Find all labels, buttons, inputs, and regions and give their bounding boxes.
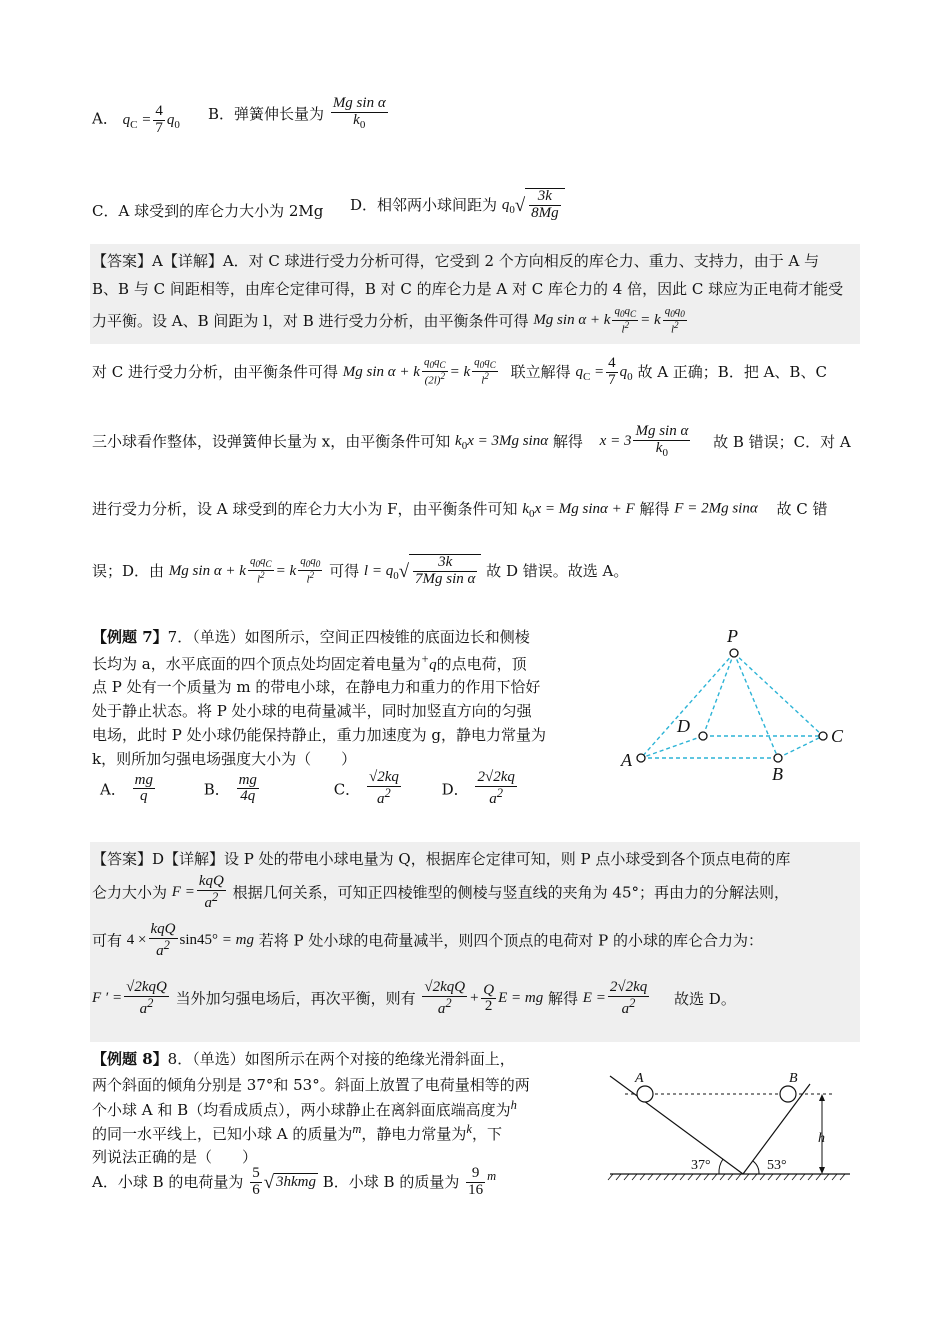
- example7-line2: 长均为 a，水平底面的四个顶点处均固定着电量为+q的点电荷，顶: [92, 652, 527, 673]
- label-angle-53: 53°: [767, 1158, 787, 1173]
- answer6-line3: 力平衡。设 A、B 间距为 l，对 B 进行受力分析，由平衡条件可得 Mg sin α + k $\frac{q_0q_C}{l^2}$ = k $\frac{q_0q_0}{l^2}$: [92, 306, 689, 336]
- label-p: P: [727, 626, 738, 646]
- label-h: h: [818, 1131, 825, 1146]
- vertex-p: [730, 649, 738, 657]
- formula-b-balance: Mg sin α + k $\frac{q_0q_C}{l^2}$ = k $\frac{q_0q_0}{l^2}$: [533, 305, 685, 336]
- option7-a-formula: $\frac{mg}{q}$: [134, 771, 153, 805]
- formula-x: x = 3 $\frac{\text{Mg sin α}}{k_0}$: [599, 423, 689, 459]
- option7-c-formula: $\frac{√2kq}{a^2}$: [368, 769, 399, 807]
- example8-line5: 列说法正确的是（ ）: [92, 1148, 258, 1166]
- option7-b-formula: $\frac{mg}{4q}$: [238, 771, 257, 805]
- label-ball-a: A: [635, 1071, 644, 1086]
- answer6-line1: 【答案】A【详解】A．对 C 球进行受力分析可得，它受到 2 个方向相反的库仑力、重力、支持力，由于 A 与: [92, 252, 820, 270]
- formula-spacing: $q_0√$ $\frac{3k}{8Mg}$: [502, 197, 565, 213]
- example7-line1: 【例题 7】7．（单选）如图所示，空间正四棱锥的底面边长和侧棱: [92, 628, 530, 646]
- formula-d-balance: Mg sin α + k $\frac{q_0q_C}{l^2}$ = k $\frac{q_0q_0}{l^2}$: [168, 555, 321, 586]
- formula-coulomb: F = $\frac{\text{kqQ}}{a^2}$: [171, 873, 224, 911]
- option-b: B．弹簧伸长量为 $\frac{\text{Mg sin α}}{k_0}$: [208, 95, 386, 131]
- edge-pd: [703, 653, 734, 736]
- answer6-line7: 误；D．由 Mg sin α + k $\frac{q_0q_C}{l^2}$ = k $\frac{q_0q_0}{l^2}$ 可得 $l = q_0√$ $\frac{3k}{\text{7Mg sin α}}$ 故 D 错误。故选 A。: [92, 554, 629, 587]
- option8-b-formula: $\frac{9}{16}$ $^m$: [468, 1165, 497, 1198]
- ground-hatching: [608, 1174, 845, 1180]
- angle-arc-left: [719, 1159, 723, 1174]
- vertex-a: [637, 754, 645, 762]
- answer6-line4: 对 C 进行受力分析，由平衡条件可得 Mg sin α + k $\frac{q_0q_C}{(2l)^2}$ = k $\frac{q_0q_C}{l^2}$ 联立解得 $q_C$ = $\frac{4}{7}$ $q_0$ 故 A 正确；B．把 A、B、C: [92, 355, 827, 388]
- label-d: D: [677, 716, 690, 736]
- example8-line4: 的同一水平线上，已知小球 A 的质量为$^m$，静电力常量为$^k$，下: [92, 1122, 502, 1143]
- answer7-line4: F ′ = $\frac{\text{√2kqQ}}{a^2}$ 当外加匀强电场后，再次平衡，则有 $\frac{\text{√2kqQ}}{a^2}$ + $\frac{Q}{2}$ E = mg 解得 E = $\frac{2√2kq}{a^2}$ 故选 D。: [92, 979, 736, 1017]
- option-c: C．A 球受到的库仑力大小为 2Mg: [92, 202, 324, 220]
- vertex-b: [774, 754, 782, 762]
- angle-arc-right: [753, 1161, 759, 1174]
- option7-d-formula: $\frac{2√2kq}{a^2}$: [477, 769, 515, 807]
- edge-da: [641, 736, 703, 758]
- label-a: A: [621, 750, 632, 770]
- edge-pa: [641, 653, 734, 758]
- example7-line6: k，则所加匀强电场强度大小为（ ）: [92, 750, 357, 768]
- label-b: B: [772, 764, 783, 784]
- example8-options: A．小球 B 的电荷量为 $\frac{5}{6}$ √ 3hkmg B．小球 B 的质量为 $\frac{9}{16}$ $^m$: [92, 1165, 497, 1198]
- formula-f: F = 2Mg sinα: [674, 500, 758, 517]
- option8-a-formula: $\frac{5}{6}$ √ 3hkmg: [252, 1165, 316, 1198]
- label-c: C: [831, 726, 844, 746]
- vertex-c: [819, 732, 827, 740]
- edge-pc: [734, 653, 823, 736]
- formula-qc-result: $q_C$ = $\frac{4}{7}$ $q_0$: [575, 355, 633, 388]
- formula-extension: $\frac{\text{Mg sin α}}{k_0}$: [332, 95, 386, 131]
- answer7-line2: 仑力大小为 F = $\frac{\text{kqQ}}{a^2}$ 根据几何关系，可知正四棱锥型的侧棱与竖直线的夹角为 45°；再由力的分解法则，: [92, 873, 789, 911]
- answer6-line5: 三小球看作整体，设弹簧伸长量为 x，由平衡条件可知 $k_0x = 3Mg$ sinα 解得 x = 3 $\frac{\text{Mg sin α}}{k_0}$ 故 B 错误；C．对 A: [92, 423, 851, 459]
- formula-l: $l = q_0√$ $\frac{3k}{\text{7Mg sin α}}$: [364, 563, 481, 579]
- formula-qc: $q_C$ = $\frac{4}{7}$ $q_0$: [122, 103, 180, 136]
- symbol-m: m: [352, 1122, 362, 1136]
- formula-f-prime: F ′ = $\frac{\text{√2kqQ}}{a^2}$: [92, 979, 167, 1017]
- edge-bc: [778, 736, 823, 758]
- formula-new-balance: $\frac{\text{√2kqQ}}{a^2}$ + $\frac{Q}{2}$ E = mg: [424, 979, 544, 1017]
- symbol-h: h: [510, 1098, 517, 1112]
- label-ball-b: B: [789, 1071, 798, 1086]
- edge-pb: [734, 653, 778, 758]
- answer6-line6: 进行受力分析，设 A 球受到的库仑力大小为 F，由平衡条件可知 $k_0x = Mg$ sinα + F 解得 F = 2Mg sinα 故 C 错: [92, 500, 828, 520]
- example7-line3: 点 P 处有一个质量为 m 的带电小球，在静电力和重力的作用下恰好: [92, 678, 541, 696]
- formula-e-result: E = $\frac{2√2kq}{a^2}$: [582, 979, 648, 1017]
- option-d: D．相邻两小球间距为 $q_0√$ $\frac{3k}{8Mg}$: [350, 188, 565, 222]
- incline-figure: [605, 1066, 855, 1186]
- example7-line4: 处于静止状态。将 P 处小球的电荷量减半，同时加竖直方向的匀强: [92, 702, 532, 720]
- symbol-k: k: [466, 1122, 472, 1136]
- example8-line3: 个小球 A 和 B（均看成质点），两小球静止在离斜面底端高度为$^h$: [92, 1098, 517, 1119]
- ball-a: [637, 1086, 653, 1102]
- example8-line2: 两个斜面的倾角分别是 37°和 53°。斜面上放置了电荷量相等的两: [92, 1076, 530, 1094]
- formula-c-balance: Mg sin α + k $\frac{q_0q_C}{(2l)^2}$ = k $\frac{q_0q_C}{l^2}$: [342, 356, 496, 387]
- answer7-line1: 【答案】D【详解】设 P 处的带电小球电量为 Q，根据库仑定律可知，则 P 点小球受到各个顶点电荷的库: [92, 850, 791, 868]
- example7-line5: 电场，此时 P 处小球仍能保持静止，重力加速度为 g，静电力常量为: [92, 726, 547, 744]
- example7-options: A． $\frac{mg}{q}$ B． $\frac{mg}{4q}$ C． $\frac{√2kq}{a^2}$ D． $\frac{2√2kq}{a^2}$: [100, 769, 515, 807]
- answer6-line2: B、B 与 C 间距相等，由库仑定律可得，B 对 C 的库仑力是 A 对 C 库仑力的 4 倍，因此 C 球应为正电荷才能受: [92, 280, 844, 298]
- formula-equilibrium: 4 × $\frac{\text{kqQ}}{a^2}$ sin45° = mg: [126, 921, 254, 959]
- option-a: A． $q_C$ = $\frac{4}{7}$ $q_0$: [92, 103, 180, 136]
- vertex-d: [699, 732, 707, 740]
- formula-a-balance: $k_0x = Mg$ sinα + F: [522, 500, 635, 520]
- example8-line1: 【例题 8】8．（单选）如图所示在两个对接的绝缘光滑斜面上，: [92, 1050, 515, 1068]
- ball-b: [780, 1086, 796, 1102]
- label-angle-37: 37°: [691, 1158, 711, 1173]
- answer7-line3: 可有 4 × $\frac{\text{kqQ}}{a^2}$ sin45° = mg 若将 P 处小球的电荷量减半，则四个顶点的电荷对 P 的小球的库仑合力为：: [92, 921, 764, 959]
- formula-plus-q: +q: [420, 652, 437, 673]
- formula-spring: $k_0x = 3Mg$ sinα: [455, 433, 549, 453]
- pyramid-figure: [615, 620, 855, 790]
